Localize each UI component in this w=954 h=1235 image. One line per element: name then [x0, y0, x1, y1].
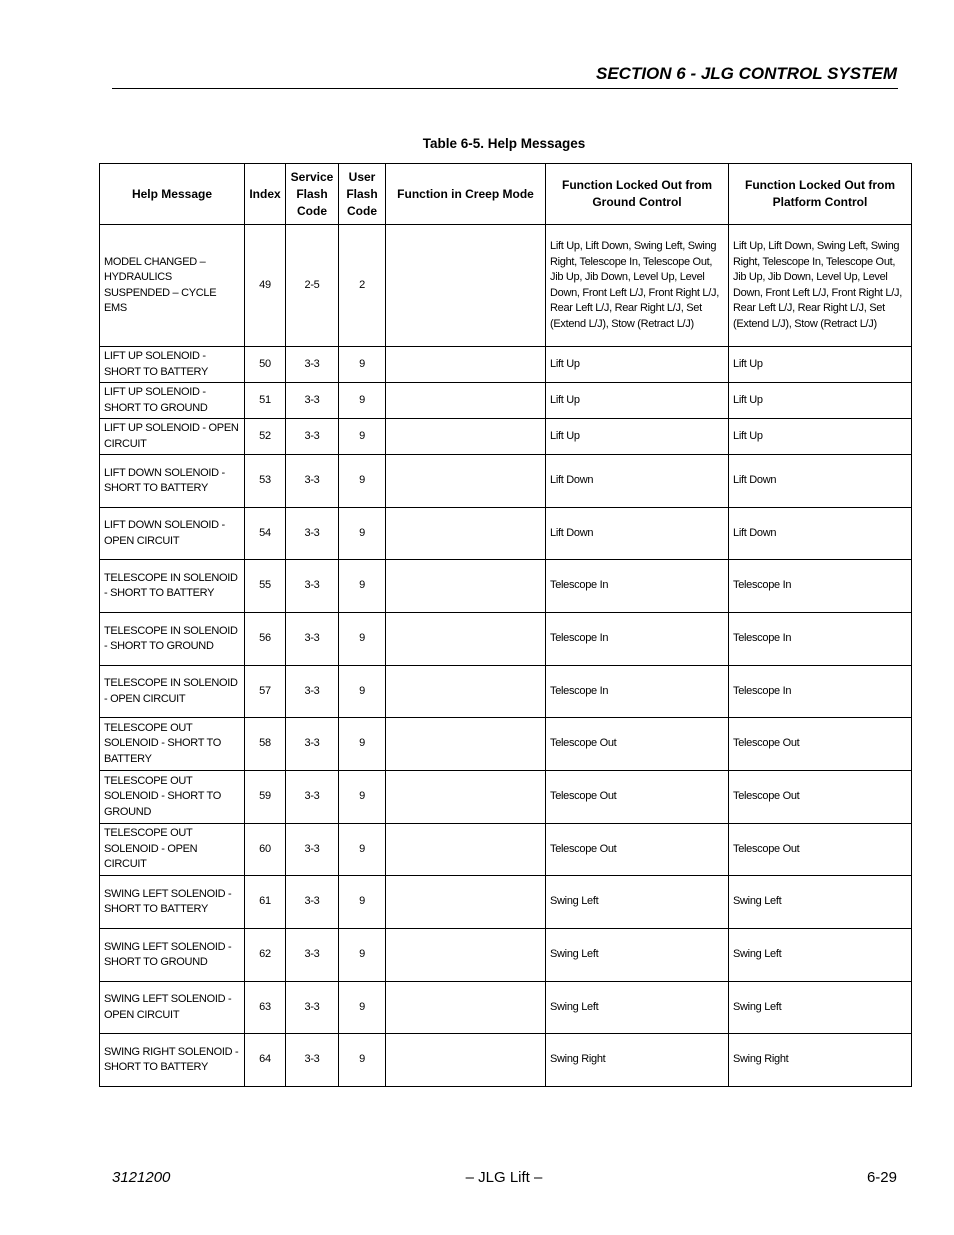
user-flash-code-cell: 9 [339, 419, 386, 455]
section-title: SECTION 6 - JLG CONTROL SYSTEM [596, 64, 897, 83]
platform-control-cell: Lift Down [729, 508, 912, 560]
help-message-cell: SWING LEFT SOLENOID - OPEN CIRCUIT [100, 982, 245, 1034]
service-flash-code-cell: 3-3 [286, 508, 339, 560]
index-cell: 63 [245, 982, 286, 1034]
service-flash-code-cell: 3-3 [286, 876, 339, 929]
table-row [100, 771, 912, 824]
user-flash-code-cell: 9 [339, 824, 386, 876]
table-header-row [100, 164, 912, 225]
service-flash-code-cell: 3-3 [286, 613, 339, 666]
col-header-ground-control: Function Locked Out from Ground Control [546, 164, 729, 225]
ground-control-cell: Swing Right [546, 1034, 729, 1087]
col-header-creep-mode: Function in Creep Mode [386, 164, 546, 225]
help-message-cell: TELESCOPE IN SOLENOID - SHORT TO BATTERY [100, 560, 245, 613]
table-row [100, 455, 912, 508]
table-row [100, 508, 912, 560]
creep-mode-cell [386, 929, 546, 982]
index-cell: 64 [245, 1034, 286, 1087]
index-cell: 53 [245, 455, 286, 508]
index-cell: 49 [245, 225, 286, 347]
creep-mode-cell [386, 982, 546, 1034]
service-flash-code-cell: 3-3 [286, 383, 339, 419]
index-cell: 52 [245, 419, 286, 455]
creep-mode-cell [386, 1034, 546, 1087]
col-header-service-flash-code: Service Flash Code [286, 164, 339, 225]
creep-mode-cell [386, 347, 546, 383]
platform-control-cell: Lift Up, Lift Down, Swing Left, Swing Right, Telescope In, Telescope Out, Jib Up, Jib Down, Level Up, Level Down, Front Left L/J, Front Right L/J, Rear Left L/J, Rear Right L/J, Set (Extend L/J), Stow (Retract L/J) [729, 225, 912, 347]
table-row [100, 982, 912, 1034]
ground-control-cell: Lift Up [546, 419, 729, 455]
table-row [100, 876, 912, 929]
help-message-cell: TELESCOPE IN SOLENOID - OPEN CIRCUIT [100, 666, 245, 718]
creep-mode-cell [386, 771, 546, 824]
index-cell: 51 [245, 383, 286, 419]
service-flash-code-cell: 3-3 [286, 666, 339, 718]
page-number: 6-29 [866, 1169, 897, 1186]
index-cell: 60 [245, 824, 286, 876]
ground-control-cell: Telescope In [546, 666, 729, 718]
user-flash-code-cell: 9 [339, 718, 386, 771]
index-cell: 54 [245, 508, 286, 560]
help-message-cell: SWING RIGHT SOLENOID - SHORT TO BATTERY [100, 1034, 245, 1087]
ground-control-cell: Lift Up [546, 383, 729, 419]
help-message-cell: TELESCOPE OUT SOLENOID - SHORT TO BATTERY [100, 718, 245, 771]
help-message-cell: LIFT DOWN SOLENOID - SHORT TO BATTERY [100, 455, 245, 508]
user-flash-code-cell: 9 [339, 455, 386, 508]
ground-control-cell: Telescope In [546, 560, 729, 613]
service-flash-code-cell: 3-3 [286, 419, 339, 455]
platform-control-cell: Swing Left [729, 876, 912, 929]
col-header-user-flash-code: User Flash Code [339, 164, 386, 225]
user-flash-code-cell: 2 [339, 225, 386, 347]
index-cell: 58 [245, 718, 286, 771]
table-row [100, 560, 912, 613]
service-flash-code-cell: 3-3 [286, 771, 339, 824]
platform-control-cell: Lift Down [729, 455, 912, 508]
col-header-help-message: Help Message [100, 164, 245, 225]
col-header-platform-control: Function Locked Out from Platform Control [729, 164, 912, 225]
ground-control-cell: Lift Down [546, 455, 729, 508]
help-message-cell: TELESCOPE IN SOLENOID - SHORT TO GROUND [100, 613, 245, 666]
help-message-cell: SWING LEFT SOLENOID - SHORT TO BATTERY [100, 876, 245, 929]
service-flash-code-cell: 3-3 [286, 455, 339, 508]
creep-mode-cell [386, 508, 546, 560]
creep-mode-cell [386, 824, 546, 876]
ground-control-cell: Swing Left [546, 876, 729, 929]
platform-control-cell: Telescope In [729, 560, 912, 613]
creep-mode-cell [386, 419, 546, 455]
help-message-cell: LIFT UP SOLENOID - OPEN CIRCUIT [100, 419, 245, 455]
index-cell: 62 [245, 929, 286, 982]
table-row [100, 347, 912, 383]
service-flash-code-cell: 3-3 [286, 824, 339, 876]
table-row [100, 718, 912, 771]
help-message-cell: TELESCOPE OUT SOLENOID - OPEN CIRCUIT [100, 824, 245, 876]
col-header-index: Index [245, 164, 286, 225]
ground-control-cell: Lift Up [546, 347, 729, 383]
help-message-cell: SWING LEFT SOLENOID - SHORT TO GROUND [100, 929, 245, 982]
header-divider [112, 88, 898, 89]
service-flash-code-cell: 3-3 [286, 560, 339, 613]
platform-control-cell: Telescope In [729, 666, 912, 718]
table-row [100, 824, 912, 876]
footer-publisher: – JLG Lift – [465, 1169, 543, 1186]
index-cell: 50 [245, 347, 286, 383]
user-flash-code-cell: 9 [339, 876, 386, 929]
table-row [100, 419, 912, 455]
platform-control-cell: Swing Left [729, 929, 912, 982]
table-row [100, 1034, 912, 1087]
platform-control-cell: Telescope In [729, 613, 912, 666]
platform-control-cell: Lift Up [729, 383, 912, 419]
user-flash-code-cell: 9 [339, 929, 386, 982]
help-message-cell: MODEL CHANGED – HYDRAULICS SUSPENDED – CYCLE EMS [100, 225, 245, 347]
platform-control-cell: Swing Left [729, 982, 912, 1034]
creep-mode-cell [386, 666, 546, 718]
user-flash-code-cell: 9 [339, 560, 386, 613]
table-row [100, 929, 912, 982]
help-messages-table [99, 163, 912, 1087]
table-row [100, 383, 912, 419]
service-flash-code-cell: 3-3 [286, 982, 339, 1034]
ground-control-cell: Swing Left [546, 982, 729, 1034]
creep-mode-cell [386, 383, 546, 419]
platform-control-cell: Lift Up [729, 419, 912, 455]
creep-mode-cell [386, 876, 546, 929]
index-cell: 55 [245, 560, 286, 613]
creep-mode-cell [386, 718, 546, 771]
index-cell: 56 [245, 613, 286, 666]
ground-control-cell: Telescope Out [546, 771, 729, 824]
table-row [100, 666, 912, 718]
platform-control-cell: Swing Right [729, 1034, 912, 1087]
ground-control-cell: Lift Up, Lift Down, Swing Left, Swing Right, Telescope In, Telescope Out, Jib Up, Jib Down, Level Up, Level Down, Front Left L/J, Front Right L/J, Rear Left L/J, Rear Right L/J, Set (Extend L/J), Stow (Retract L/J) [546, 225, 729, 347]
table-row [100, 225, 912, 347]
help-message-cell: LIFT UP SOLENOID - SHORT TO GROUND [100, 383, 245, 419]
platform-control-cell: Telescope Out [729, 771, 912, 824]
platform-control-cell: Telescope Out [729, 718, 912, 771]
index-cell: 57 [245, 666, 286, 718]
ground-control-cell: Telescope In [546, 613, 729, 666]
table-row [100, 613, 912, 666]
ground-control-cell: Lift Down [546, 508, 729, 560]
help-message-cell: LIFT DOWN SOLENOID - OPEN CIRCUIT [100, 508, 245, 560]
index-cell: 59 [245, 771, 286, 824]
user-flash-code-cell: 9 [339, 771, 386, 824]
doc-number: 3121200 [112, 1169, 171, 1186]
creep-mode-cell [386, 613, 546, 666]
user-flash-code-cell: 9 [339, 508, 386, 560]
help-message-cell: TELESCOPE OUT SOLENOID - SHORT TO GROUND [100, 771, 245, 824]
service-flash-code-cell: 3-3 [286, 929, 339, 982]
creep-mode-cell [386, 455, 546, 508]
platform-control-cell: Telescope Out [729, 824, 912, 876]
help-message-cell: LIFT UP SOLENOID - SHORT TO BATTERY [100, 347, 245, 383]
user-flash-code-cell: 9 [339, 1034, 386, 1087]
user-flash-code-cell: 9 [339, 613, 386, 666]
user-flash-code-cell: 9 [339, 383, 386, 419]
ground-control-cell: Telescope Out [546, 718, 729, 771]
service-flash-code-cell: 3-3 [286, 347, 339, 383]
user-flash-code-cell: 9 [339, 666, 386, 718]
user-flash-code-cell: 9 [339, 347, 386, 383]
user-flash-code-cell: 9 [339, 982, 386, 1034]
ground-control-cell: Telescope Out [546, 824, 729, 876]
table-title: Table 6-5. Help Messages [422, 136, 586, 151]
creep-mode-cell [386, 225, 546, 347]
service-flash-code-cell: 2-5 [286, 225, 339, 347]
service-flash-code-cell: 3-3 [286, 1034, 339, 1087]
service-flash-code-cell: 3-3 [286, 718, 339, 771]
platform-control-cell: Lift Up [729, 347, 912, 383]
ground-control-cell: Swing Left [546, 929, 729, 982]
index-cell: 61 [245, 876, 286, 929]
creep-mode-cell [386, 560, 546, 613]
